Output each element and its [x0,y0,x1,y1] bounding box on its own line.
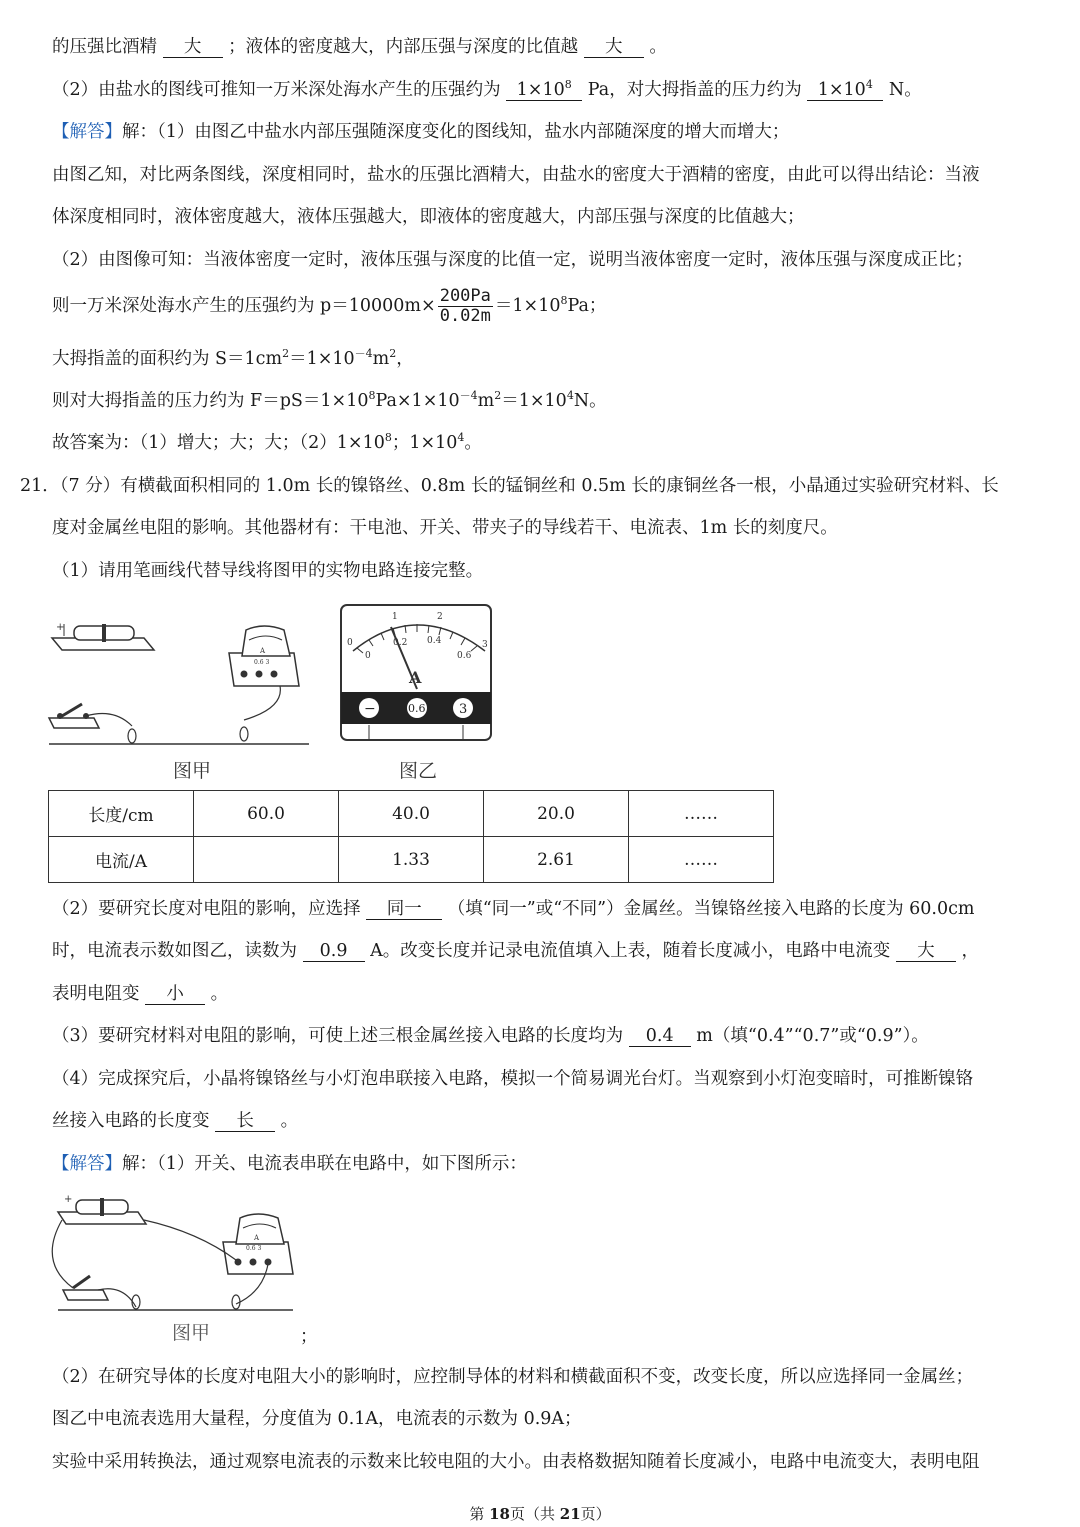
scale-label: 1 [392,612,398,622]
svg-text:+: + [64,1194,73,1205]
svg-text:A: A [254,1234,260,1242]
table-row [49,837,774,883]
question-21-stem: 21．（7 分）有横截面积相同的 1.0m 长的镍铬丝、0.8m 长的锰铜丝和 0.5m 长的康铜丝各一根，小晶通过实验研究材料、长 [20,476,999,496]
answer-blank: 同一 [366,899,442,920]
svg-text:0.6 3: 0.6 3 [246,1245,262,1252]
question-21-part1: （1）请用笔画线代替导线将图甲的实物电路连接完整。 [52,561,484,581]
table-cell: 60.0 [194,791,339,837]
table-cell [194,837,339,883]
battery-icon [58,1194,146,1224]
terminal-label: 3 [459,702,468,717]
question-21-part2: 表明电阻变 小 。 [52,984,229,1004]
figure-caption: 图甲 [172,1322,211,1344]
terminal-label: − [364,701,376,717]
formula-line: 则对大拇指盖的压力约为 $F=pS=1\times 10^8Pa\times 1\times 10^{-4}m^2=1\times 10^4N$。 [52,389,607,411]
scale-label: 3 [482,640,488,650]
table-header-cell: 电流/A [49,837,194,883]
answer-blank: 大 [163,37,223,58]
answer-blank: 0.4 [629,1026,691,1047]
punctuation: ； [300,1327,318,1347]
table-cell: 40.0 [339,791,484,837]
solution-tag: 【解答】 [52,1154,122,1174]
question-21-part3: （3）要研究材料对电阻的影响，可使上述三根金属丝接入电路的长度均为 0.4 m（填“0.4”“0.7”或“0.9”）。 [52,1026,929,1046]
solution-line: （2）由图像可知：当液体密度一定时，液体压强与深度的比值一定，说明当液体密度一定时，液体压强与深度成正比； [52,250,974,270]
ammeter-icon [223,1214,293,1274]
battery-icon [52,622,154,650]
page-number: 18 [489,1505,510,1523]
unit-label: A [409,668,422,687]
scale-label: 0.2 [393,638,408,648]
svg-text:0.6 3: 0.6 3 [254,659,270,666]
solution-line: 【解答】解：（1）开关、电流表串联在电路中，如下图所示： [52,1154,527,1174]
answer-line-1: 的压强比酒精 大 ；液体的密度越大，内部压强与深度的比值越 大 。 [52,37,667,57]
answer-blank: 长 [215,1111,275,1132]
solution-line: 体深度相同时，液体密度越大，液体压强越大，即液体的密度越大，内部压强与深度的比值越大； [52,207,805,227]
terminal-label: 0.6 [408,702,426,715]
question-21-part2: （2）要研究长度对电阻的影响，应选择 同一 （填“同一”或“不同”）金属丝。当镍铬丝接入电路的长度为 60.0cm [52,899,975,919]
switch-icon [49,704,99,728]
table-header-cell: 长度/cm [49,791,194,837]
figure-caption: 图乙 [399,760,438,782]
scale-label: 2 [437,612,443,622]
table-row [49,791,774,837]
question-21-part4: （4）完成探究后，小晶将镍铬丝与小灯泡串联接入电路，模拟一个简易调光台灯。当观察到小灯泡变暗时，可推断镍铬 [52,1069,974,1089]
question-21-part4: 丝接入电路的长度变 长 。 [52,1111,299,1131]
table-cell: 1.33 [339,837,484,883]
page-total: 21 [559,1505,581,1523]
solution-tag: 【解答】 [52,122,122,142]
scale-label: 0.4 [427,636,442,646]
switch-icon [63,1276,108,1300]
svg-text:A: A [260,647,266,655]
figure-caption: 图甲 [173,760,212,782]
scale-label: 0 [365,651,371,661]
table-cell: …… [629,791,774,837]
answer-blank: 小 [145,984,205,1005]
answer-blank: 大 [584,37,644,58]
solution-line: 由图乙知，对比两条图线，深度相同时，盐水的压强比酒精大，由盐水的密度大于酒精的密度，由此可以得出结论：当液 [52,165,980,185]
solution-line: 实验中采用转换法，通过观察电流表的示数来比较电阻的大小。由表格数据知随着长度减小，电路中电流变大，表明电阻 [52,1452,980,1472]
ammeter-icon [229,626,299,686]
scale-label: 0.6 [457,651,472,661]
ammeter-dial-figure [339,603,493,743]
table-cell: 20.0 [484,791,629,837]
data-table [48,790,774,883]
question-21-part2: 时，电流表示数如图乙，读数为 0.9 A。改变长度并记录电流值填入上表，随着长度减小，电路中电流变 大 ， [52,941,979,961]
circuit-figure-jia [44,608,314,748]
table-cell: …… [629,837,774,883]
formula-line: 则一万米深处海水产生的压强约为 p＝10000m× $\frac{200Pa}{0.02m}$ $=1\times 10^8Pa$； [52,286,607,326]
svg-text:+: + [56,622,65,633]
answer-blank: $1\times 10^8$ [506,80,582,101]
formula-line: 大拇指盖的面积约为 $S=1cm^2=1\times 10^{-4}m^2$， [52,347,414,369]
question-2-line: （2）由盐水的图线可推知一万米深处海水产生的压强约为 $1\times 10^8$ Pa，对大拇指盖的压力约为 $1\times 10^4$ N。 [52,78,922,100]
solution-line: 图乙中电流表选用大量程，分度值为 0.1A，电流表的示数为 0.9A； [52,1409,582,1429]
answer-summary: 故答案为：（1）增大；大；大；$(2)1\times 10^8$；$1\times 10^4$。 [52,431,482,453]
solution-line: （2）在研究导体的长度对电阻大小的影响时，应控制导体的材料和横截面积不变，改变长度，所以应选择同一金属丝； [52,1367,974,1387]
answer-blank: 0.9 [303,941,365,962]
table-cell: 2.61 [484,837,629,883]
answer-blank: $1\times 10^4$ [807,80,883,101]
page-footer: 第 18页（共 21页） [469,1505,611,1523]
solution-line: 【解答】解：（1）由图乙中盐水内部压强随深度变化的图线知，盐水内部随深度的增大而增大； [52,122,790,142]
fraction: $\frac{200Pa}{0.02m}$ [439,286,491,326]
scale-label: 0 [347,638,353,648]
question-21-stem: 度对金属丝电阻的影响。其他器材有：干电池、开关、带夹子的导线若干、电流表、1m 长的刻度尺。 [52,518,838,538]
answer-blank: 大 [896,941,956,962]
